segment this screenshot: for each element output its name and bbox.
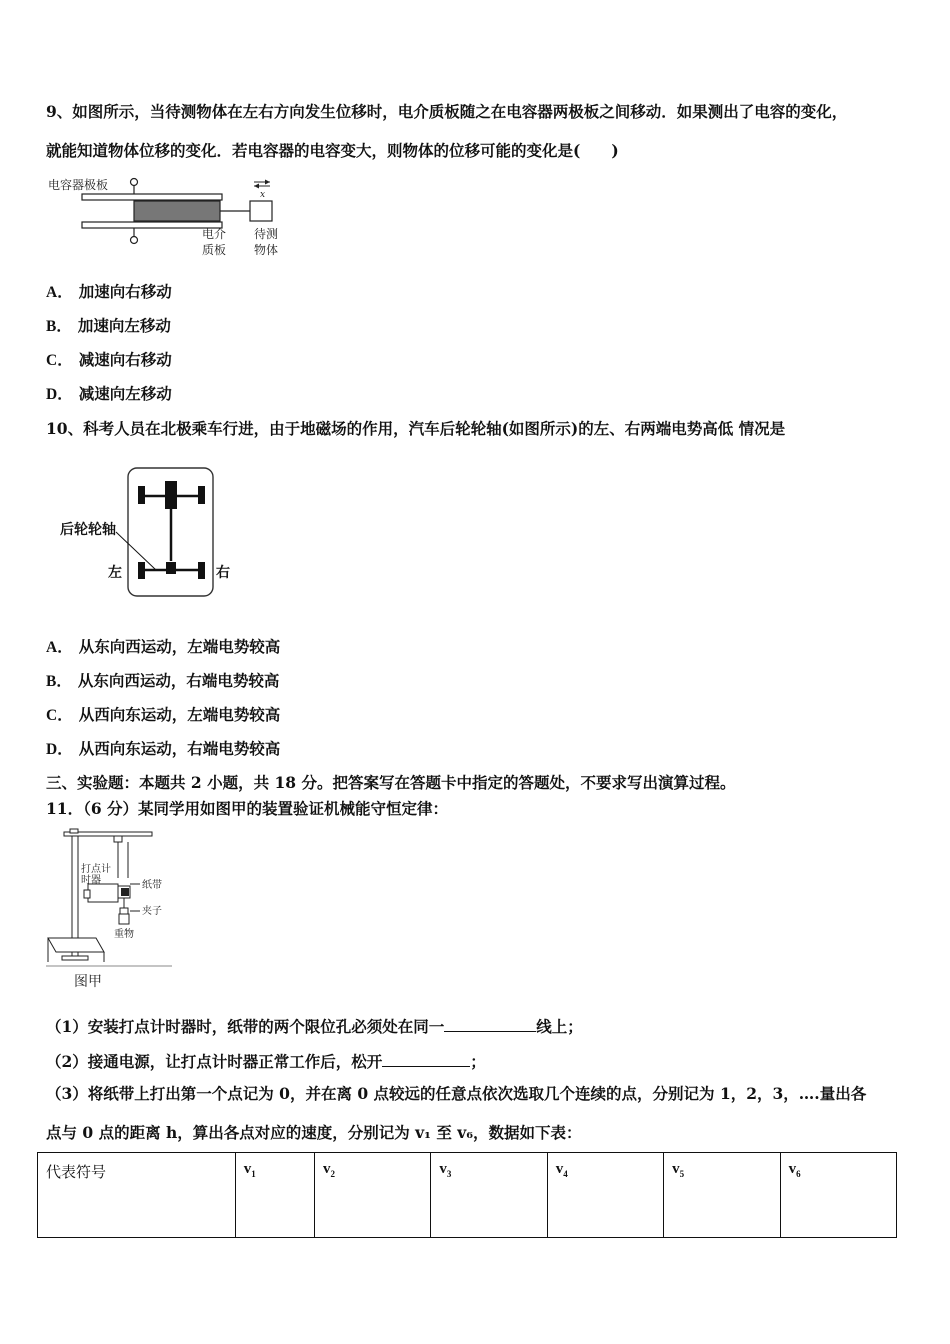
dielectric-label-1: 电介 [202,227,227,241]
q10-option-d: D． 从西向东运动，右端电势较高 [46,739,281,758]
table-header-cell: 代表符号 [38,1153,236,1238]
q9-option-d: D． 减速向左移动 [46,384,172,403]
q10-option-c: C． 从西向东运动，左端电势较高 [46,705,281,724]
q11-sub3-line2: 点与 0 点的距离 h，算出各点对应的速度，分别记为 v₁ 至 v₆，数据如下表： [46,1123,582,1142]
tape-label: 纸带 [142,880,162,891]
table-cell-v3: $v_3$ [431,1153,547,1238]
object-label-1: 待测 [254,227,279,241]
blank-2[interactable] [382,1050,470,1067]
q10-option-a: A． 从东向西运动，左端电势较高 [46,637,281,656]
q9-option-a: A． 加速向右移动 [46,282,172,301]
table-cell-v5: $v_5$ [664,1153,780,1238]
clip-label: 夹子 [142,906,162,917]
section3-heading: 三、实验题：本题共 2 小题，共 18 分。把答案写在答题卡中指定的答题处，不要求写出演算过程。 [46,773,736,792]
apparatus-figure [44,826,176,996]
q9-option-c: C． 减速向右移动 [46,350,172,369]
displacement-x-label: x [260,190,266,200]
table-cell-v4: $v_4$ [547,1153,663,1238]
object-label-2: 物体 [254,243,279,257]
car-axle-figure [56,466,246,600]
q9-text-line1: 9、如图所示，当待测物体在左右方向发生位移时，电介质板随之在电容器两极板之间移动．如果测出了电容的变化， [46,102,848,121]
capacitor-figure [44,172,294,262]
table-cell-v2: $v_2$ [314,1153,430,1238]
q11-sub1: （1）安装打点计时器时，纸带的两个限位孔必须处在同一 线上； [46,1017,583,1036]
capacitor-plate-label: 电容器极板 [48,178,109,192]
q9-option-b: B． 加速向左移动 [46,316,171,335]
table-cell-v1: $v_1$ [235,1153,314,1238]
dielectric-label-2: 质板 [202,243,227,257]
timer-label-1: 打点计 [81,864,111,875]
left-label: 左 [108,565,122,581]
velocity-table [37,1152,897,1238]
table-row [38,1153,897,1238]
timer-label-2: 时器 [81,875,101,886]
blank-1[interactable] [444,1015,536,1032]
q11-sub2: （2）接通电源，让打点计时器正常工作后，松开 ； [46,1052,486,1071]
figure-caption: 图甲 [74,974,102,990]
q10-option-b: B． 从东向西运动，右端电势较高 [46,671,280,690]
rear-axle-label: 后轮轮轴 [60,522,116,538]
right-label: 右 [216,565,230,581]
q11-sub3-line1: （3）将纸带上打出第一个点记为 0，并在离 0 点较远的任意点依次选取几个连续的点，分别记为 1，2，3，….量出各 [46,1084,867,1103]
weight-label: 重物 [114,929,134,940]
q9-text-line2: 就能知道物体位移的变化．若电容器的电容变大，则物体的位移可能的变化是( ) [46,141,619,160]
q11-text-line1: 11．（6 分）某同学用如图甲的装置验证机械能守恒定律： [46,799,449,818]
table-cell-v6: $v_6$ [780,1153,896,1238]
q10-text-line1: 10、科考人员在北极乘车行进，由于地磁场的作用，汽车后轮轮轴(如图所示)的左、右两端电势高低 情况是 [46,419,786,438]
